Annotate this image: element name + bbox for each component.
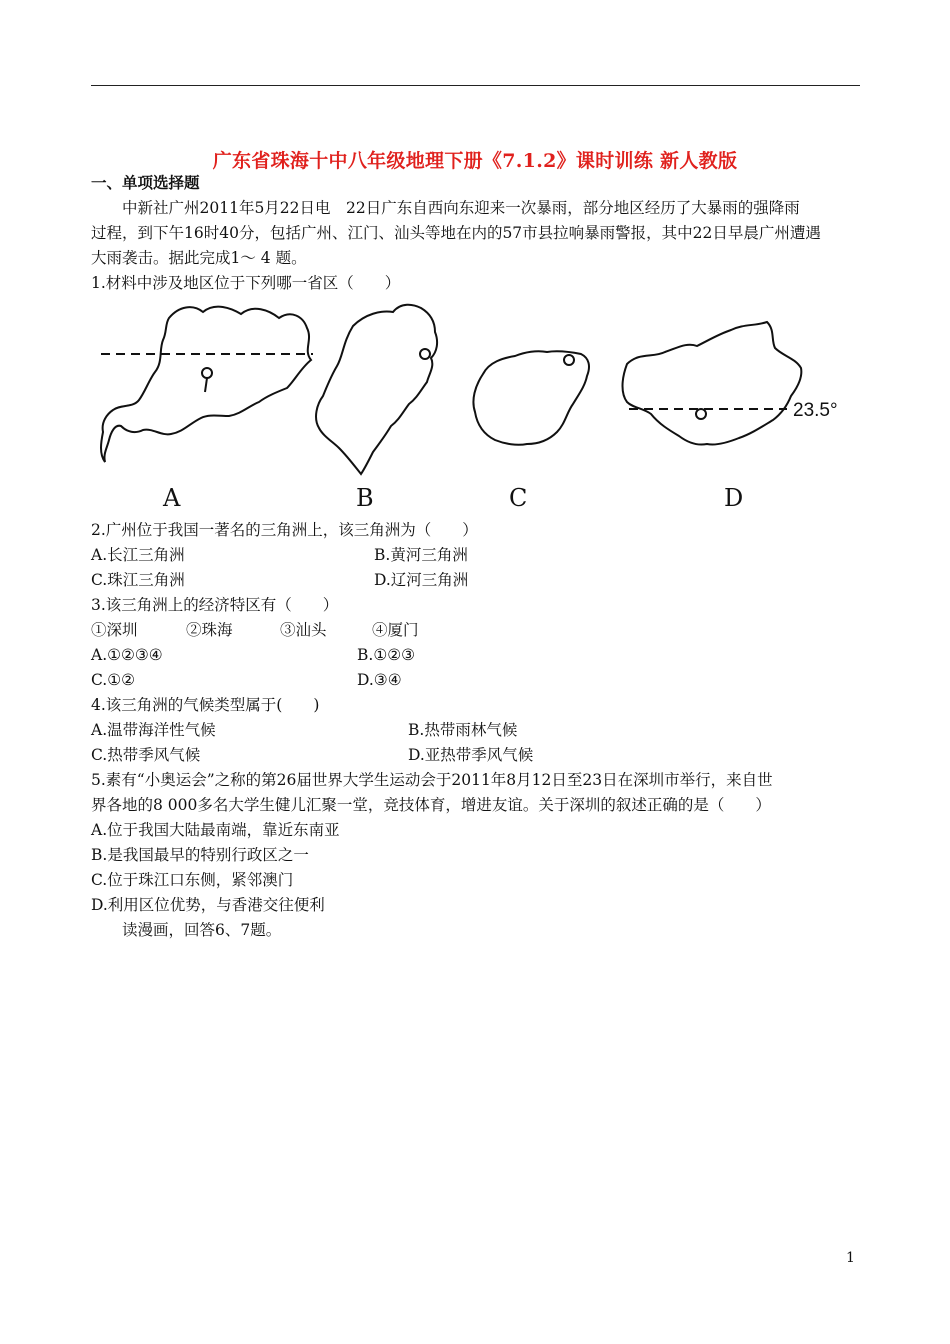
- question-5-stem-line-1: 5.素有“小奥运会”之称的第26届世界大学生运动会于2011年8月12日至23日在深圳市举行，来自世: [91, 771, 773, 789]
- question-3-stem: 3.该三角洲上的经济特区有（ ）: [91, 596, 339, 614]
- map-a-guangdong: [101, 307, 313, 462]
- header-rule: [91, 85, 860, 86]
- q4-option-a: A.温带海洋性气候: [91, 721, 216, 739]
- q3-option-a: A.①②③④: [91, 646, 163, 664]
- q3-item-4: ④厦门: [372, 621, 419, 639]
- q5-option-b: B.是我国最早的特别行政区之一: [91, 846, 309, 864]
- map-label-b: B: [356, 484, 374, 512]
- q2-option-a: A.长江三角洲: [91, 546, 185, 564]
- q3-option-c: C.①②: [91, 671, 136, 689]
- map-c-hainan: [473, 351, 589, 445]
- q3-item-3: ③汕头: [280, 621, 327, 639]
- q3-option-d: D.③④: [357, 671, 402, 689]
- q3-item-1: ①深圳: [91, 621, 138, 639]
- question-2-stem: 2.广州位于我国一著名的三角洲上，该三角洲为（ ）: [91, 521, 478, 539]
- intro-line-3: 大雨袭击。据此完成1～ 4 题。: [91, 249, 307, 267]
- next-questions-prompt: 读漫画，回答6、7题。: [122, 921, 282, 939]
- province-maps-figure: [91, 296, 871, 516]
- q4-option-b: B.热带雨林气候: [408, 721, 518, 739]
- q3-item-2: ②珠海: [186, 621, 233, 639]
- question-5-stem-line-2: 界各地的8 000多名大学生健儿汇聚一堂，竞技体育，增进友谊。关于深圳的叙述正确的是（ ）: [91, 796, 771, 814]
- q4-option-c: C.热带季风气候: [91, 746, 201, 764]
- q2-option-b: B.黄河三角洲: [374, 546, 468, 564]
- map-d-guangxi: [623, 322, 802, 445]
- document-title: 广东省珠海十中八年级地理下册《7.1.2》课时训练 新人教版: [212, 150, 738, 172]
- map-b-fujian: [316, 305, 437, 474]
- intro-line-2: 过程，到下午16时40分，包括广州、江门、汕头等地在内的57市县拉响暴雨警报，其中22日早晨广州遭遇: [91, 224, 821, 242]
- question-4-stem: 4.该三角洲的气候类型属于( ): [91, 696, 320, 714]
- intro-line-1: 中新社广州2011年5月22日电 22日广东自西向东迎来一次暴雨，部分地区经历了大暴雨的强降雨: [122, 199, 800, 217]
- q2-option-c: C.珠江三角洲: [91, 571, 185, 589]
- question-1-stem: 1.材料中涉及地区位于下列哪一省区（ ）: [91, 274, 401, 292]
- section-heading: 一、单项选择题: [91, 173, 200, 192]
- q5-option-a: A.位于我国大陆最南端，靠近东南亚: [91, 821, 340, 839]
- q4-option-d: D.亚热带季风气候: [408, 746, 534, 764]
- q3-option-b: B.①②③: [357, 646, 416, 664]
- q2-option-d: D.辽河三角洲: [374, 571, 469, 589]
- latitude-label: 23.5°: [793, 400, 838, 421]
- page-number: 1: [846, 1250, 855, 1266]
- map-label-a: A: [163, 484, 181, 512]
- map-label-c: C: [509, 484, 528, 512]
- q5-option-c: C.位于珠江口东侧，紧邻澳门: [91, 871, 294, 889]
- q5-option-d: D.利用区位优势，与香港交往便利: [91, 896, 325, 914]
- map-label-d: D: [724, 484, 744, 512]
